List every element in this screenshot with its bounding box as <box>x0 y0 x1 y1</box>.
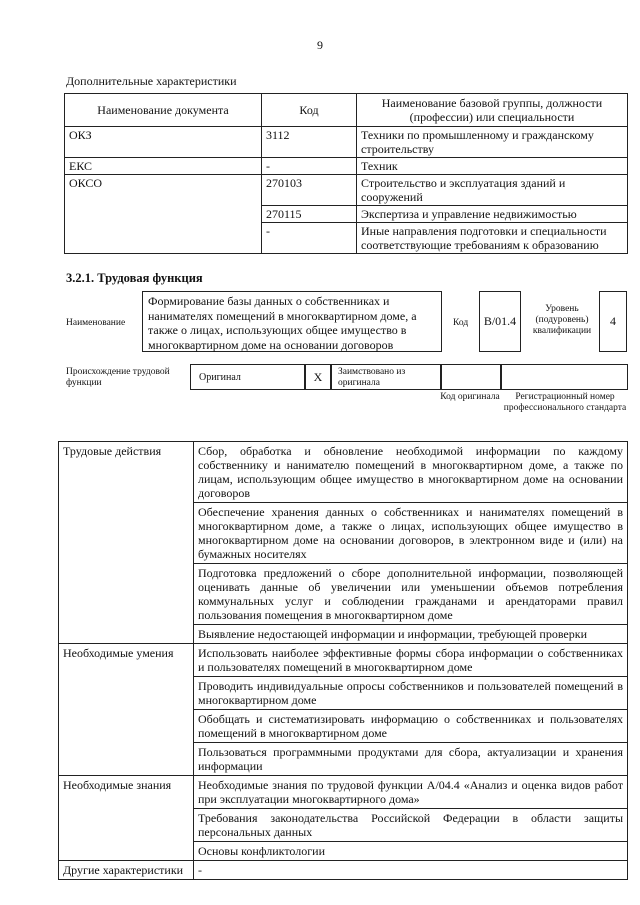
table-row <box>65 158 628 175</box>
table-cell: 270103 <box>262 175 357 206</box>
function-code-field: B/01.4 <box>479 291 521 352</box>
origin-row <box>190 364 628 390</box>
other-characteristics-label: Другие характеристики <box>59 861 194 880</box>
function-name-field: Формирование базы данных о собственниках и нанимателях помещений в многоквартирном доме, а также о лицах, использующих общее имущество в многоквартирном доме на основании договоров <box>142 291 442 352</box>
table-cell: 3112 <box>262 127 357 158</box>
knowledge-label: Необходимые знания <box>59 776 194 861</box>
table-cell: Сбор, обработка и обновление необходимой информации по каждому собственнику и нанимателю помещений в многоквартирном доме, а также по лицам, использующим общее имущество в многоквартирном доме на основании договоров <box>194 442 628 503</box>
origin-mark-cell: X <box>305 364 331 390</box>
table-row <box>65 127 628 158</box>
table-cell: Пользоваться программными продуктами для сбора, актуализации и хранения информации <box>194 743 628 776</box>
original-code-label: Код оригинала <box>440 392 500 402</box>
table-cell: Использовать наиболее эффективные формы сбора информации о собственниках и пользователях помещений в многоквартирном доме <box>194 644 628 677</box>
table-cell: Требования законодательства Российской Федерации в области защиты персональных данных <box>194 809 628 842</box>
table-cell: - <box>194 861 628 880</box>
skills-label: Необходимые умения <box>59 644 194 776</box>
column-header: Наименование документа <box>65 94 262 127</box>
origin-label: Происхождение трудовой функции <box>66 367 170 388</box>
original-code-cell <box>441 364 501 390</box>
table-cell: Иные направления подготовки и специальности соответствующие требованиям к образованию <box>357 223 628 254</box>
additional-characteristics-table <box>64 93 628 254</box>
qualification-level-field: 4 <box>599 291 627 352</box>
code-label: Код <box>453 318 469 328</box>
table-cell: Обобщать и систематизировать информацию о собственниках и пользователях помещений в многоквартирном доме <box>194 710 628 743</box>
table-row <box>59 776 628 809</box>
table-cell: Основы конфликтологии <box>194 842 628 861</box>
name-label: Наименование <box>66 318 126 328</box>
table-cell: - <box>262 223 357 254</box>
qualification-level-label: Уровень (подуровень) квалификации <box>532 304 592 336</box>
labor-actions-label: Трудовые действия <box>59 442 194 644</box>
table-cell: Обеспечение хранения данных о собственниках и нанимателях помещений в многоквартирном доме, а также о лицах, использующих общее имущество в многоквартирном доме на основании договоров, в электронном виде и (или) на бумажных носителях <box>194 503 628 564</box>
table-row <box>65 175 628 206</box>
registration-number-label: Регистрационный номер профессионального стандарта <box>503 392 627 413</box>
table-row <box>59 644 628 677</box>
labor-function-heading: 3.2.1. Трудовая функция <box>66 271 203 285</box>
table-cell: Техник <box>357 158 628 175</box>
registration-number-cell <box>501 364 628 390</box>
section-title: Дополнительные характеристики <box>66 74 237 88</box>
original-cell: Оригинал <box>190 364 305 390</box>
column-header: Код <box>262 94 357 127</box>
table-row <box>59 861 628 880</box>
table-cell: Проводить индивидуальные опросы собственников и пользователей помещений в многоквартирном доме <box>194 677 628 710</box>
table-cell: ОКСО <box>65 175 262 254</box>
table-cell: Строительство и эксплуатация зданий и сооружений <box>357 175 628 206</box>
borrowed-cell: Заимствовано из оригинала <box>331 364 441 390</box>
column-header: Наименование базовой группы, должности (профессии) или специальности <box>357 94 628 127</box>
table-cell: ОКЗ <box>65 127 262 158</box>
page-number: 9 <box>317 38 323 52</box>
table-cell: Необходимые знания по трудовой функции А/04.4 «Анализ и оценка видов работ при эксплуатации многоквартирного дома» <box>194 776 628 809</box>
table-cell: Техники по промышленному и гражданскому строительству <box>357 127 628 158</box>
table-cell: ЕКС <box>65 158 262 175</box>
table-cell: Выявление недостающей информации и информации, требующей проверки <box>194 625 628 644</box>
table-row <box>59 442 628 503</box>
labor-function-details-table <box>58 441 628 880</box>
table-cell: - <box>262 158 357 175</box>
table-header-row <box>65 94 628 127</box>
table-cell: Подготовка предложений о сборе дополнительной информации, позволяющей оценивать данные об увеличении или уменьшении объемов потребления коммунальных услуг и соблюдении гражданами и арендаторами правил пользования помещения в многоквартирном доме <box>194 564 628 625</box>
table-cell: Экспертиза и управление недвижимостью <box>357 206 628 223</box>
table-cell: 270115 <box>262 206 357 223</box>
